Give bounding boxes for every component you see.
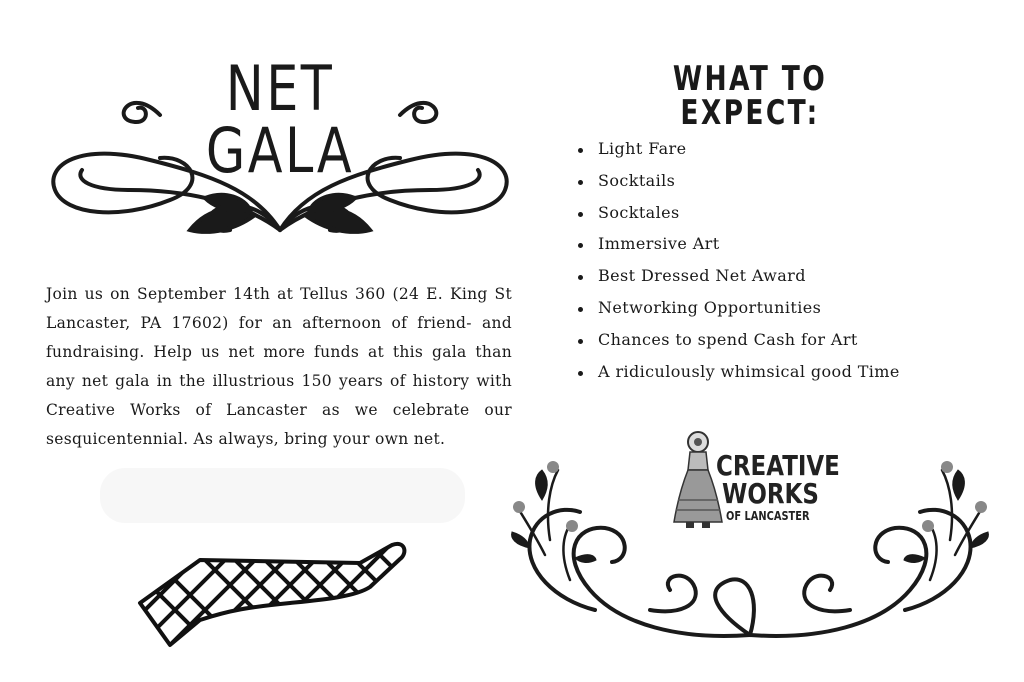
page-title: NET GALA (205, 52, 355, 187)
fishnet-stocking-icon (130, 535, 410, 655)
creative-works-logo (670, 430, 840, 535)
list-item: Socktails (574, 168, 900, 200)
list-item: A ridiculously whimsical good Time (574, 359, 900, 391)
faint-banner-icon (100, 460, 465, 530)
intro-paragraph: Join us on September 14th at Tellus 360 (24 E. King St Lancaster, PA 17602) for an afternoon of friend- and fundraising. Help us net more funds at this gala than any net gala in the illustrious 150 years of history with Creative Works of Lancaster as we celebrate our sesquicentennial. As always, bring your own net. (46, 285, 512, 448)
list-item: Socktales (574, 200, 900, 232)
list-item: Best Dressed Net Award (574, 263, 900, 295)
list-item: Chances to spend Cash for Art (574, 327, 900, 359)
logo-line-2: WORKS (722, 477, 819, 510)
list-item: Immersive Art (574, 231, 900, 263)
list-item: Light Fare (574, 136, 900, 168)
list-item: Networking Opportunities (574, 295, 900, 327)
expect-list (574, 136, 900, 390)
expect-heading: WHAT TO EXPECT: (672, 59, 828, 133)
logo-line-3: OF LANCASTER (726, 509, 810, 523)
logo-line-1: CREATIVE (716, 449, 840, 482)
